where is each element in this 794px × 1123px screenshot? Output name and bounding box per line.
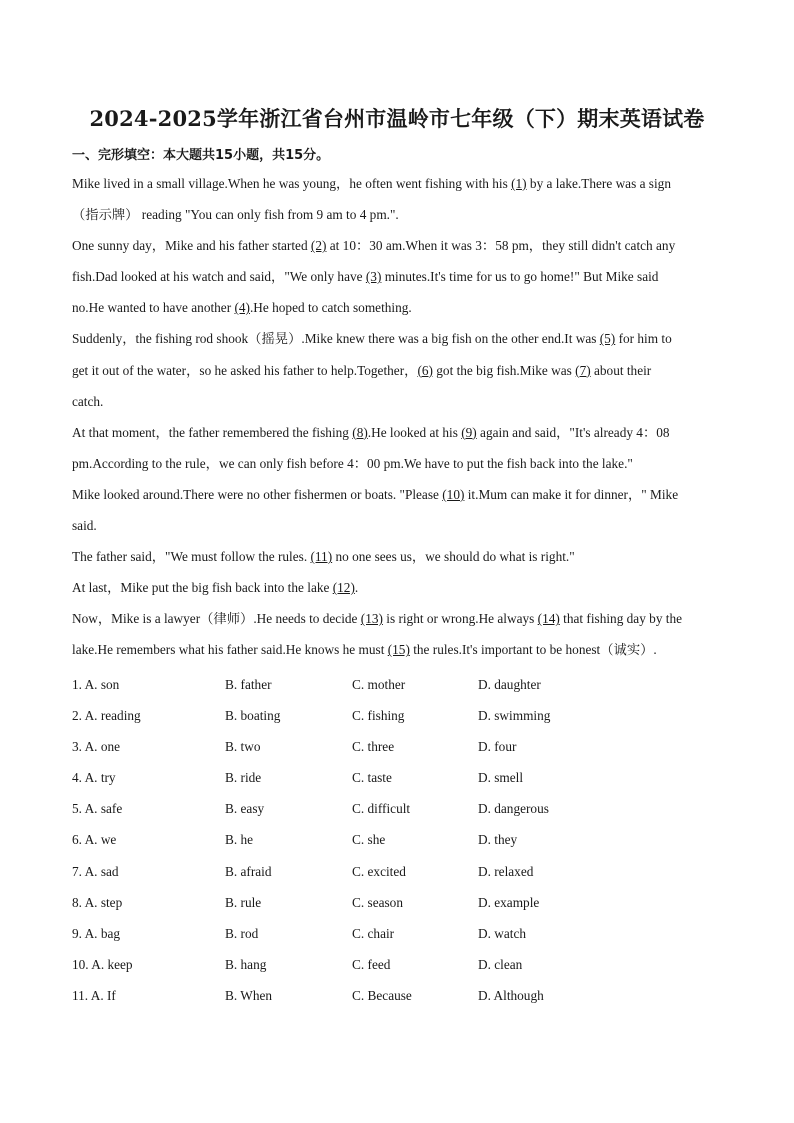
passage-text: is right or wrong.He always xyxy=(382,611,538,627)
question-options-row xyxy=(72,793,732,824)
passage-text: （指示牌） reading "You can only fish from 9 am to 4 pm.". xyxy=(72,207,399,223)
question-options-row xyxy=(72,669,732,700)
passage-text: at 10：30 am.When it was 3：58 pm，they still didn't catch any xyxy=(326,238,676,254)
passage-line xyxy=(72,479,722,510)
question-options-row xyxy=(72,980,732,1011)
option-choice: C. three xyxy=(352,739,395,755)
blank-marker: (2) xyxy=(310,238,327,254)
passage-line xyxy=(72,603,722,634)
passage-text: about their xyxy=(590,362,652,378)
blank-marker: (12) xyxy=(332,580,355,596)
passage-text: The father said，"We must follow the rules. xyxy=(72,549,311,565)
option-choice: D. Although xyxy=(478,987,544,1003)
passage-line xyxy=(72,572,722,603)
option-choice: D. smell xyxy=(478,770,524,786)
blank-marker: (7) xyxy=(575,362,591,378)
question-options-row xyxy=(72,700,732,731)
blank-marker: (13) xyxy=(360,611,383,627)
option-choice: D. they xyxy=(478,832,518,848)
passage-line xyxy=(72,634,722,665)
passage-line xyxy=(72,417,722,448)
question-options-row xyxy=(72,731,732,762)
option-choice: 11. A. If xyxy=(72,987,116,1003)
passage-text: .He looked at his xyxy=(367,424,462,440)
question-options-row xyxy=(72,949,732,980)
passage-text: no.He wanted to have another xyxy=(72,300,235,316)
cloze-passage xyxy=(72,168,722,666)
option-choice: 10. A. keep xyxy=(72,956,133,972)
option-choice: C. chair xyxy=(352,925,395,941)
option-choice: B. afraid xyxy=(225,863,272,879)
option-choice: D. swimming xyxy=(478,708,551,724)
passage-text: .He hoped to catch something. xyxy=(249,300,412,316)
question-options-row xyxy=(72,887,732,918)
passage-text: said. xyxy=(72,518,97,534)
blank-marker: (1) xyxy=(511,176,527,191)
option-choice: D. clean xyxy=(478,956,523,972)
section-heading: 一、完形填空：本大题共15小题，共15分。 xyxy=(72,148,330,163)
option-choice: D. four xyxy=(478,739,517,755)
option-choice: B. boating xyxy=(225,708,281,724)
passage-text: catch. xyxy=(72,393,104,409)
passage-line xyxy=(72,448,722,479)
option-choice: 9. A. bag xyxy=(72,925,121,941)
option-choice: C. mother xyxy=(352,677,406,692)
option-choice: C. excited xyxy=(352,863,406,879)
option-choice: B. hang xyxy=(225,956,267,972)
passage-text: minutes.It's time for us to go home!" But Mike said xyxy=(381,269,659,285)
passage-line xyxy=(72,386,722,417)
passage-text: by a lake.There was a sign xyxy=(526,176,671,191)
option-choice: 6. A. we xyxy=(72,832,117,848)
passage-text: At last，Mike put the big fish back into the lake xyxy=(72,580,333,596)
option-choice: B. two xyxy=(225,739,261,755)
option-choice: C. season xyxy=(352,894,403,910)
option-choice: C. fishing xyxy=(352,708,405,724)
passage-text: One sunny day，Mike and his father started xyxy=(72,238,311,254)
passage-line xyxy=(72,355,722,386)
page-title: 2024-2025学年浙江省台州市温岭市七年级（下）期末英语试卷 xyxy=(89,106,705,131)
passage-text: At that moment，the father remembered the fishing xyxy=(72,424,353,440)
blank-marker: (14) xyxy=(537,611,560,627)
option-choice: D. daughter xyxy=(478,677,541,692)
option-choice: 3. A. one xyxy=(72,739,121,755)
passage-line xyxy=(72,323,722,354)
blank-marker: (4) xyxy=(234,300,250,316)
option-choice: B. father xyxy=(225,677,272,692)
passage-text: pm.According to the rule，we can only fish before 4：00 pm.We have to put the fish back into the lake." xyxy=(72,455,633,471)
passage-text: the rules.It's important to be honest（诚实）. xyxy=(409,642,657,658)
option-choice: B. When xyxy=(225,987,273,1003)
passage-text: Mike looked around.There were no other fishermen or boats. "Please xyxy=(72,486,443,502)
option-choice: 4. A. try xyxy=(72,770,116,786)
option-choice: D. watch xyxy=(478,925,526,941)
option-choice: C. difficult xyxy=(352,801,411,817)
blank-marker: (9) xyxy=(461,424,477,440)
passage-text: Mike lived in a small village.When he was young，he often went fishing with his xyxy=(72,176,512,191)
passage-text: lake.He remembers what his father said.He knows he must xyxy=(72,642,388,658)
blank-marker: (11) xyxy=(310,549,333,565)
passage-text: Suddenly，the fishing rod shook（摇晃）.Mike knew there was a big fish on the other end.It was xyxy=(72,331,600,347)
passage-line xyxy=(72,292,722,323)
option-choice: 1. A. son xyxy=(72,677,120,692)
blank-marker: (8) xyxy=(352,424,368,440)
passage-line xyxy=(72,199,722,230)
option-choice: 5. A. safe xyxy=(72,801,123,817)
passage-line xyxy=(72,230,722,261)
passage-text: it.Mum can make it for dinner，" Mike xyxy=(464,486,679,502)
passage-line xyxy=(72,261,722,292)
blank-marker: (5) xyxy=(599,331,616,347)
option-choice: C. feed xyxy=(352,956,391,972)
option-choice: B. he xyxy=(225,832,254,848)
option-choice: D. dangerous xyxy=(478,801,549,817)
passage-text: again and said，"It's already 4：08 xyxy=(476,424,670,440)
passage-text: that fishing day by the xyxy=(559,611,683,627)
passage-text: for him to xyxy=(615,331,672,347)
passage-text: Now，Mike is a lawyer（律师）.He needs to decide xyxy=(72,611,361,627)
passage-line xyxy=(72,541,722,572)
option-choice: D. example xyxy=(478,894,540,910)
option-choice: C. she xyxy=(352,832,386,848)
passage-text: fish.Dad looked at his watch and said，"We only have xyxy=(72,269,366,285)
blank-marker: (3) xyxy=(365,269,382,285)
passage-text: . xyxy=(354,580,359,596)
option-choice: C. Because xyxy=(352,987,412,1003)
answer-options xyxy=(72,669,732,1011)
blank-marker: (6) xyxy=(417,362,433,378)
option-choice: B. ride xyxy=(225,770,262,786)
option-choice: 2. A. reading xyxy=(72,708,141,724)
option-choice: 7. A. sad xyxy=(72,863,119,879)
option-choice: B. rod xyxy=(225,925,259,941)
passage-text: get it out of the water，so he asked his father to help.Together， xyxy=(72,362,418,378)
question-options-row xyxy=(72,918,732,949)
passage-line xyxy=(72,510,722,541)
option-choice: 8. A. step xyxy=(72,894,123,910)
passage-text: got the big fish.Mike was xyxy=(432,362,576,378)
option-choice: B. rule xyxy=(225,894,262,910)
question-options-row xyxy=(72,824,732,855)
question-options-row xyxy=(72,856,732,887)
option-choice: C. taste xyxy=(352,770,392,786)
question-options-row xyxy=(72,762,732,793)
passage-line xyxy=(72,168,722,199)
passage-text: no one sees us，we should do what is right." xyxy=(332,549,575,565)
blank-marker: (10) xyxy=(442,486,465,502)
option-choice: D. relaxed xyxy=(478,863,534,879)
blank-marker: (15) xyxy=(387,642,410,658)
option-choice: B. easy xyxy=(225,801,265,817)
